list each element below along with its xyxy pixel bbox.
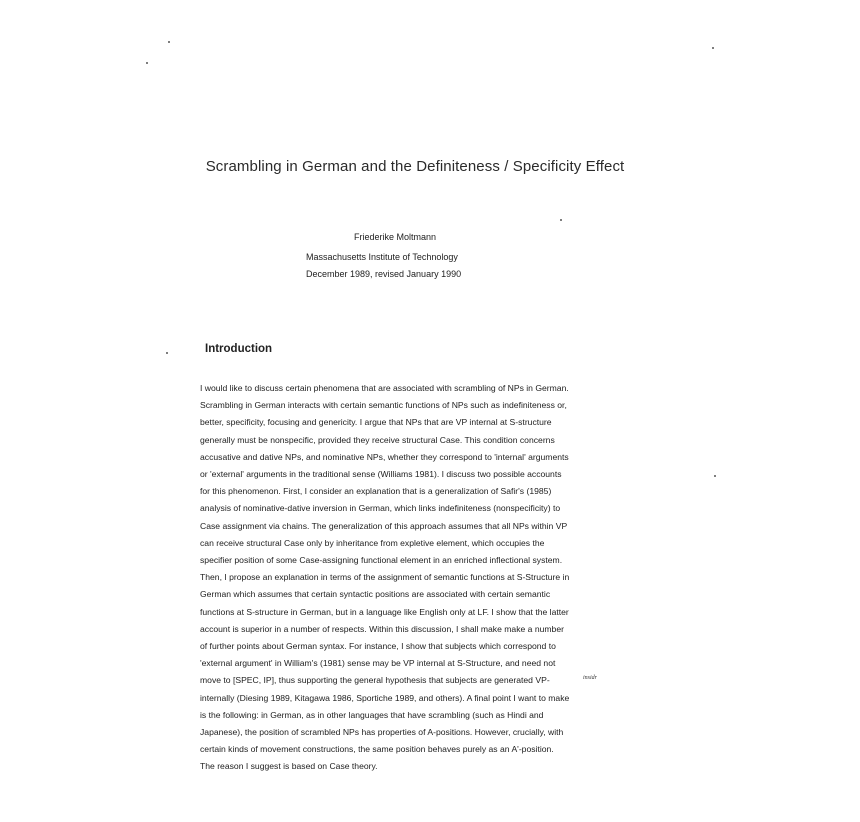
scan-speck <box>714 475 716 477</box>
body-line: certain kinds of movement constructions, the same position behaves purely as an A'-position. <box>200 744 554 755</box>
body-line: better, specificity, focusing and genericity. I argue that NPs that are VP internal at S-structure <box>200 417 552 428</box>
paper-date: December 1989, revised January 1990 <box>306 269 462 279</box>
section-heading: Introduction <box>205 343 273 355</box>
body-line: for this phenomenon. First, I consider an explanation that is a generalization of Safir's (1985) <box>200 486 552 497</box>
body-line: generally must be nonspecific, provided they receive structural Case. This condition concerns <box>200 434 555 445</box>
body-line: 'external argument' in William's (1981) sense may be VP internal at S-Structure, and need not <box>200 658 556 669</box>
author-name: Friederike Moltmann <box>353 232 437 242</box>
scan-speck <box>166 352 168 354</box>
body-paragraph <box>200 380 630 776</box>
scan-speck <box>712 47 714 49</box>
author-institution: Massachusetts Institute of Technology <box>306 252 458 262</box>
body-line: German which assumes that certain syntactic positions are associated with certain semantic <box>200 589 551 600</box>
paper-title: Scrambling in German and the Definiteness / Specificity Effect <box>205 158 625 175</box>
scan-speck <box>168 41 170 43</box>
body-line: account is superior in a number of respects. Within this discussion, I shall make make a number <box>200 623 564 634</box>
body-line: of further points about German syntax. For instance, I show that subjects which correspond to <box>200 641 556 652</box>
body-line: Case assignment via chains. The generalization of this approach assumes that all NPs within VP <box>200 520 568 531</box>
body-line: or 'external' arguments in the traditional sense (Williams 1981). I discuss two possible accounts <box>200 469 562 480</box>
body-line: Then, I propose an explanation in terms of the assignment of semantic functions at S-Structure in <box>200 572 570 583</box>
body-line: Japanese), the position of scrambled NPs has properties of A-positions. However, crucially, with <box>200 727 564 738</box>
body-line: specifier position of some Case-assigning functional element in an enriched inflectional system. <box>200 555 563 566</box>
body-line: can receive structural Case only by inheritance from expletive element, which occupies the <box>200 537 545 548</box>
handwritten-margin-note: insidr <box>583 675 598 681</box>
body-line: I would like to discuss certain phenomena that are associated with scrambling of NPs in German. <box>200 383 569 393</box>
body-line: The reason I suggest is based on Case theory. <box>200 761 378 772</box>
body-line: internally (Diesing 1989, Kitagawa 1986, Sportiche 1989, and others). A final point I want to make <box>200 692 570 703</box>
body-line: move to [SPEC, IP], thus supporting the general hypothesis that subjects are generated VP- <box>200 675 550 686</box>
body-line: accusative and dative NPs, and nominative NPs, whether they correspond to 'internal' arguments <box>200 451 569 462</box>
scan-speck <box>146 62 148 64</box>
body-line: functions at S-structure in German, but in a language like English only at LF. I show that the latter <box>200 606 569 617</box>
body-line: is the following: in German, as in other languages that have scrambling (such as Hindi and <box>200 709 544 720</box>
scan-speck <box>560 219 562 221</box>
body-line: analysis of nominative-dative inversion in German, which links indefiniteness (nonspecificity) to <box>200 503 561 514</box>
body-line: Scrambling in German interacts with certain semantic functions of NPs such as indefiniteness or, <box>200 400 567 411</box>
